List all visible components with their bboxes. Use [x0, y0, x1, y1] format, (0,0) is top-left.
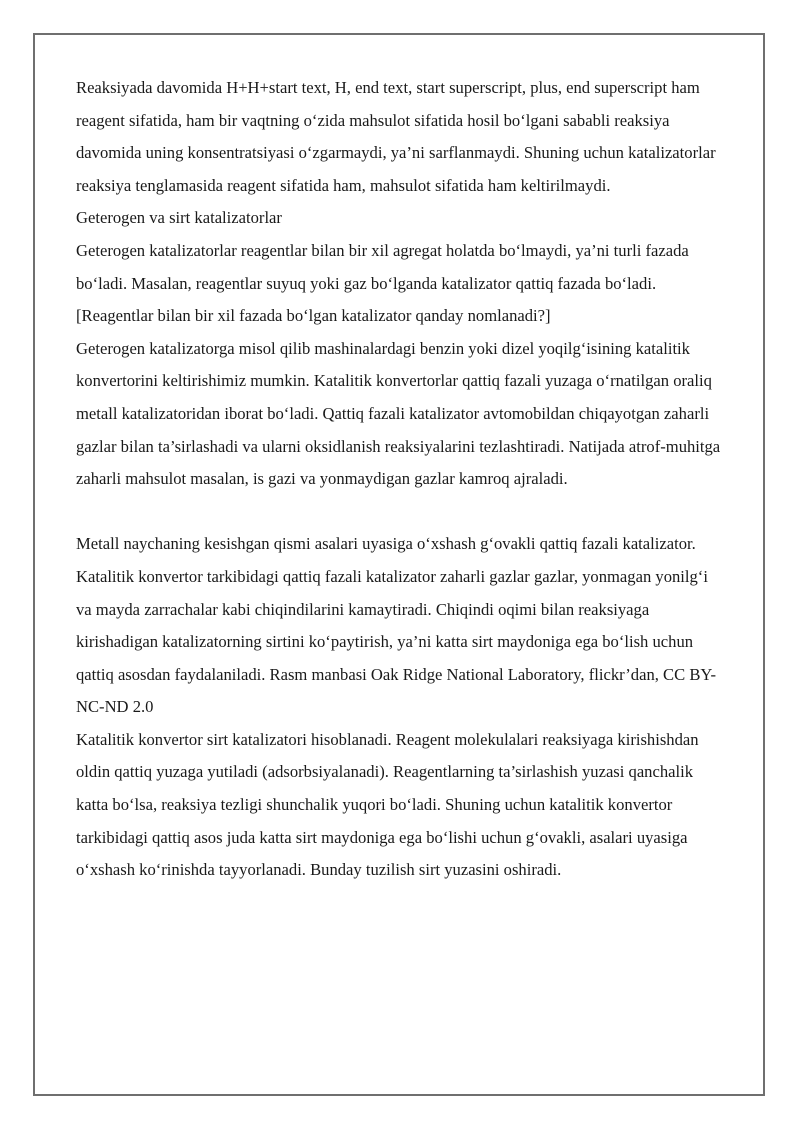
image-caption: Metall naychaning kesishgan qismi asalari uyasiga o‘xshash g‘ovakli qattiq fazali katalizator.: [76, 534, 696, 554]
section-heading-heterogeneous: Geterogen va sirt katalizatorlar: [76, 208, 282, 228]
paragraph-surface-catalyst: Katalitik konvertor sirt katalizatori hisoblanadi. Reagent molekulalari reaksiyaga kirishishdan oldin qattiq yuzaga yutiladi (adsorbsiyalanadi). Reagentlarning ta’sirlashish yuzasi qanchalik katta bo‘lsa, reaksiya tezligi shunchalik yuqori bo‘ladi. Shuning uchun katalitik konvertor tarkibidagi qattiq asos juda katta sirt maydoniga ega bo‘lishi uchun g‘ovakli, asalari uyasiga o‘xshash ko‘rinishda tayyorlanadi. Bunday tuzilish sirt yuzasini oshiradi.: [76, 729, 699, 880]
paragraph-heterogeneous-definition: Geterogen katalizatorlar reagentlar bilan bir xil agregat holatda bo‘lmaydi, ya’ni turli fazada bo‘ladi. Masalan, reagentlar suyuq yoki gaz bo‘lganda katalizator qattiq fazada bo‘ladi.: [76, 240, 689, 293]
paragraph-converter-function: Katalitik konvertor tarkibidagi qattiq fazali katalizator zaharli gazlar gazlar, yonmagan yonilg‘i va mayda zarrachalar kabi chiqindilarini kamaytiradi. Chiqindi oqimi bilan reaksiyaga kirishadigan katalizatorning sirtini ko‘paytirish, ya’ni katta sirt maydoniga ega bo‘lish uchun qattiq asosdan faydalaniladi. Rasm manbasi Oak Ridge National Laboratory, flickr’dan, CC BY-NC-ND 2.0: [76, 566, 717, 717]
paragraph-catalyst-intro: Reaksiyada davomida H+H+start text, H, end text, start superscript, plus, end superscript ham reagent sifatida, ham bir vaqtning o‘zida mahsulot sifatida hosil bo‘lgani sababli reaksiya davomida uning konsentratsiyasi o‘zgarmaydi, ya’ni sarflanmaydi. Shuning uchun katalizatorlar reaksiya tenglamasida reagent sifatida ham, mahsulot sifatida ham keltirilmaydi.: [76, 78, 716, 195]
question-prompt: [Reagentlar bilan bir xil fazada bo‘lgan katalizator qanday nomlanadi?]: [76, 306, 551, 326]
paragraph-spacer: [76, 496, 726, 529]
document-body: [76, 72, 726, 887]
paragraph-catalytic-converter-example: Geterogen katalizatorga misol qilib mashinalardagi benzin yoki dizel yoqilg‘isining katalitik konvertorini keltirishimiz mumkin. Katalitik konvertorlar qattiq fazali yuzaga o‘rnatilgan oraliq metall katalizatoridan iborat bo‘ladi. Qattiq fazali katalizator avtomobildan chiqayotgan zaharli gazlar bilan ta’sirlashadi va ularni oksidlanish reaksiyalarini tezlashtiradi. Natijada atrof-muhitga zaharli mahsulot masalan, is gazi va yonmaydigan gazlar kamroq ajraladi.: [76, 338, 721, 489]
